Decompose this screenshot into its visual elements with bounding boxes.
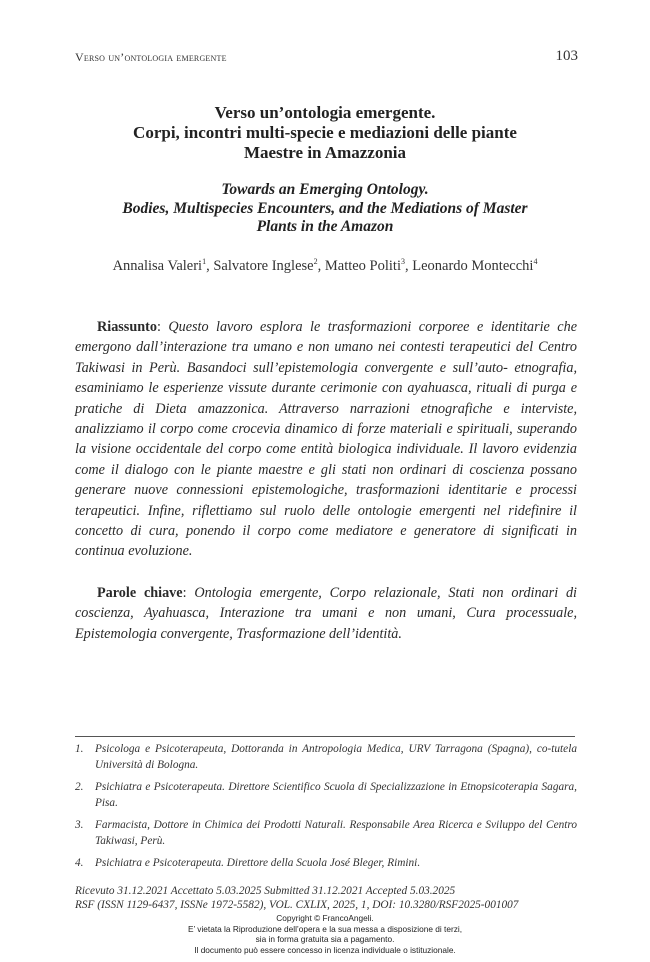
journal-citation: RSF (ISSN 1129-6437, ISSNe 1972-5582), VOL. CXLIX, 2025, 1, DOI: 10.3280/RSF2025-001007 [75, 899, 519, 911]
author-name: Matteo Politi [324, 258, 401, 274]
author-separator: , [206, 258, 214, 274]
abstract-text: Questo lavoro esplora le trasformazioni corporee e identitarie che emergono dall’interazione tra umano e non umano nei contesti terapeutici del Centro Takiwasi in Perù. Basandoci sull’epistemologia convergente e sull’auto- etnografia, esaminiamo le esperienze vissute durante cerimonie con ayahuasca, rituali di purga e pratiche di Dieta amazzonica. Attraverso narrazioni etnografiche e interviste, analizziamo il corpo come crocevia dinamico di forze materiali e spirituali, superando la visione occidentale del corpo come entità biologica individuale. Il lavoro evidenzia come il dialogo con le piante maestre e gli stati non ordinari di coscienza possano generare nuove connessioni epistemologiche, trasformazioni identitarie e processi terapeutici. Infine, riflettiamo sul ruolo delle ontologie emergenti nel ridefinire il concetto di cura, ponendo il corpo come mediatore e generatore di significati in continua evoluzione. [75, 319, 577, 560]
author [325, 258, 412, 274]
author-footnote-mark: 4 [533, 257, 538, 267]
footnote-text: Farmacista, Dottore in Chimica dei Prodotti Naturali. Responsabile Area Ricerca e Sviluppo del Centro Takiwasi, Perù. [95, 819, 577, 847]
keywords-label: Parole chiave [97, 585, 183, 601]
article-title [75, 103, 575, 163]
author-separator: , [317, 258, 325, 274]
footnote-text: Psicologa e Psicoterapeuta, Dottoranda in Antropologia Medica, URV Tarragona (Spagna), co-tutela Università di Bologna. [95, 743, 577, 771]
copyright-notice [75, 913, 575, 955]
abstract: Riassunto: Questo lavoro esplora le trasformazioni corporee e identitarie che emergono dall’interazione tra umano e non umano nei contesti terapeutici del Centro Takiwasi in Perù. Basandoci sull’epistemologia convergente e sull’auto- etnografia, esaminiamo le esperienze vissute durante cerimonie con ayahuasca, rituali di purga e pratiche di Dieta amazzonica. Attraverso narrazioni etnografiche e interviste, analizziamo il corpo come crocevia dinamico di forze materiali e spirituali, superando la visione occidentale del corpo come entità biologica individuale. Il lavoro evidenzia come il dialogo con le piante maestre e gli stati non ordinari di coscienza possano generare nuove connessioni epistemologiche, trasformazioni identitarie e processi terapeutici. Infine, riflettiamo sul ruolo delle ontologie emergenti nel ridefinire il concetto di cura, ponendo il corpo come mediatore e generatore di significati in continua evoluzione. [75, 319, 577, 560]
copyright-line-4: Il documento può essere concesso in licenza individuale o istituzionale. [194, 944, 456, 955]
title-en-line-1: Towards an Emerging Ontology. [221, 181, 429, 198]
keywords: Parole chiave: Ontologia emergente, Corpo relazionale, Stati non ordinari di coscienza, Ayahuasca, Interazione tra umani e non umani, Cura processuale, Epistemologia convergente, Trasformazione dell’identità. [75, 585, 578, 642]
author [213, 258, 325, 274]
footnote [75, 817, 577, 849]
footnote [75, 741, 577, 773]
footnote-number: 2. [75, 781, 84, 793]
footnote-text: Psichiatra e Psicoterapeuta. Direttore della Scuola José Bleger, Rimini. [95, 857, 421, 869]
footnote-number: 3. [75, 819, 84, 831]
author [113, 258, 214, 274]
abstract-label: Riassunto [97, 319, 157, 335]
footnote-number: 4. [75, 857, 84, 869]
author-list [75, 258, 575, 275]
publication-info [75, 884, 577, 912]
author-separator: , [404, 258, 413, 274]
author-footnote-mark: 1 [202, 257, 207, 267]
author [412, 258, 537, 274]
copyright-line-3: sia in forma gratuita sia a pagamento. [255, 934, 395, 945]
copyright-line-2: E’ vietata la Riproduzione dell’opera e la sua messa a disposizione di terzi, [187, 923, 463, 934]
footnote-number: 1. [75, 743, 84, 755]
page-number: 103 [555, 48, 578, 64]
footnote-divider [75, 736, 575, 737]
running-title: Verso un’ontologia emergente [75, 50, 227, 64]
author-name: Salvatore Inglese [213, 258, 314, 274]
title-line-2: Corpi, incontri multi-specie e mediazioni delle piante [133, 123, 517, 142]
footnotes [75, 741, 577, 877]
author-footnote-mark: 3 [400, 257, 405, 267]
title-en-line-3: Plants in the Amazon [256, 218, 394, 235]
received-dates: Ricevuto 31.12.2021 Accettato 5.03.2025 Submitted 31.12.2021 Accepted 5.03.2025 [75, 885, 456, 897]
article-title-english [75, 181, 575, 237]
title-line-1: Verso un’ontologia emergente. [214, 103, 436, 122]
keywords-text: Ontologia emergente, Corpo relazionale, Stati non ordinari di coscienza, Ayahuasca, Interazione tra umani e non umani, Cura processuale, Epistemologia convergente, Trasformazione dell’identità. [75, 585, 578, 642]
footnote-text: Psichiatra e Psicoterapeuta. Direttore Scientifico Scuola di Specializzazione in Etnopsicoterapia Sagara, Pisa. [95, 781, 577, 809]
author-footnote-mark: 2 [313, 257, 318, 267]
author-name: Leonardo Montecchi [412, 258, 534, 274]
footnote [75, 855, 577, 871]
title-en-line-2: Bodies, Multispecies Encounters, and the Mediations of Master [122, 199, 528, 217]
author-name: Annalisa Valeri [112, 258, 203, 274]
copyright-line-1: Copyright © FrancoAngeli. [276, 913, 374, 923]
footnote [75, 779, 577, 811]
title-line-3: Maestre in Amazzonia [243, 143, 407, 162]
